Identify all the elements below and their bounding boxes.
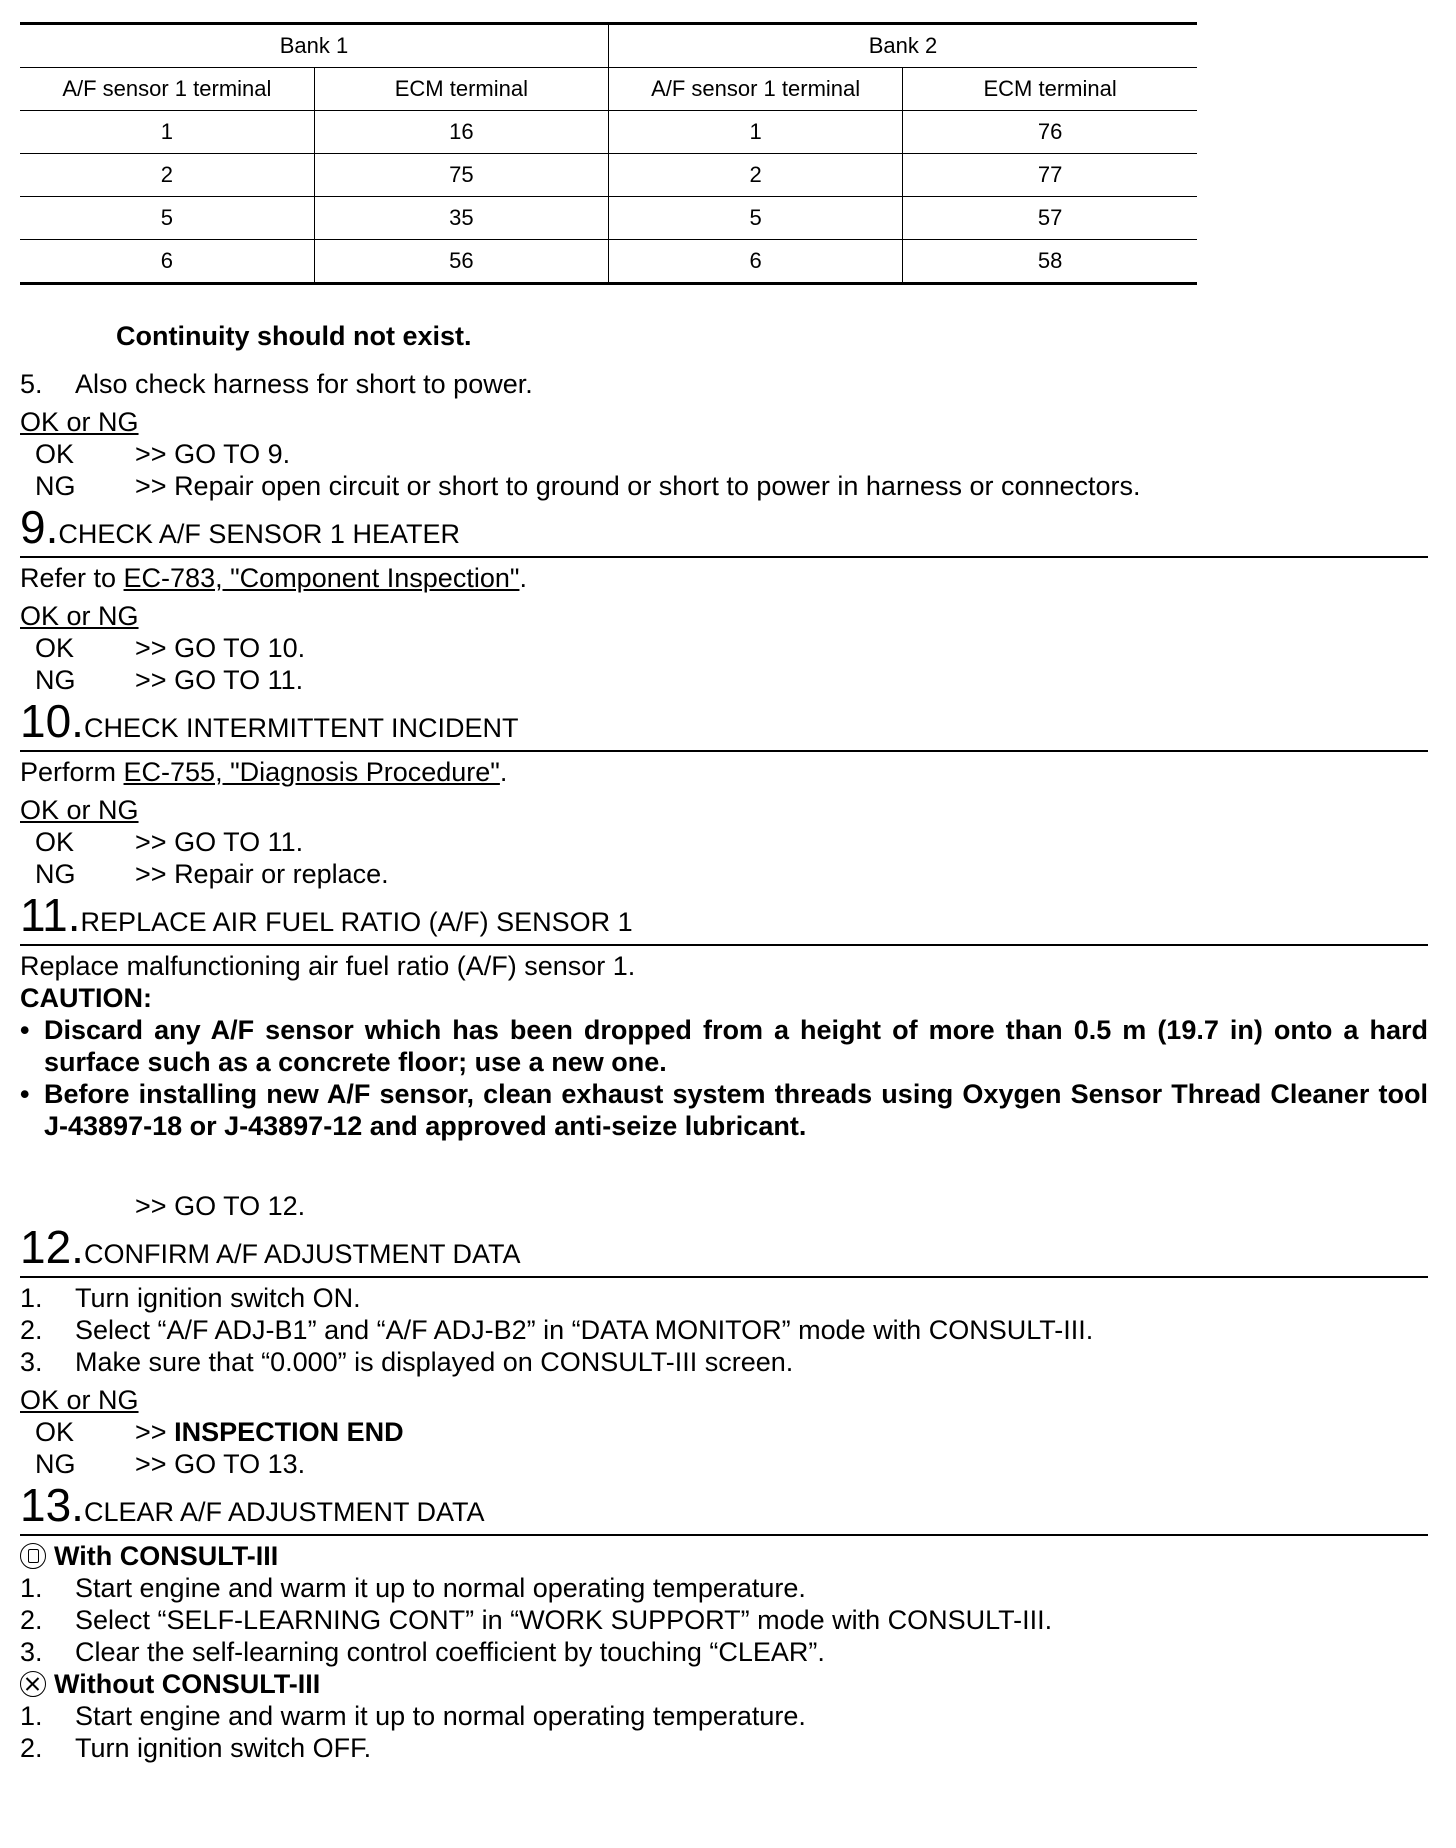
result-ok bbox=[35, 632, 1428, 664]
continuity-note: Continuity should not exist. bbox=[116, 321, 472, 351]
list-item bbox=[20, 1572, 1428, 1604]
table-row bbox=[20, 240, 1197, 284]
result-ok bbox=[35, 1416, 1428, 1448]
terminal-table bbox=[20, 22, 1197, 285]
list-item bbox=[20, 1636, 1428, 1668]
ok-or-ng-label: OK or NG bbox=[20, 795, 139, 825]
step-title: CHECK A/F SENSOR 1 HEATER bbox=[58, 519, 460, 549]
table-row bbox=[20, 154, 1197, 197]
no-consult-icon bbox=[20, 1671, 46, 1697]
list-number: 2. bbox=[20, 1315, 43, 1345]
step-11-line: Replace malfunctioning air fuel ratio (A/F) sensor 1. bbox=[20, 951, 636, 981]
arrow: >> bbox=[135, 665, 167, 695]
table-cell: 57 bbox=[903, 197, 1197, 240]
ok-label: OK bbox=[35, 439, 75, 469]
list-item bbox=[20, 1732, 1428, 1764]
step-13-heading bbox=[20, 1479, 1428, 1536]
step-number: 9. bbox=[20, 501, 59, 553]
result-text: GO TO 11. bbox=[174, 827, 304, 857]
step-10-body bbox=[20, 756, 1428, 788]
result-ng bbox=[35, 1448, 1428, 1480]
result-text: Repair open circuit or short to ground or short to power in harness or connectors. bbox=[174, 471, 1141, 501]
ec-783-link[interactable]: EC-783, "Component Inspection" bbox=[123, 563, 520, 593]
list-number: 1. bbox=[20, 1283, 43, 1313]
list-number: 2. bbox=[20, 1605, 43, 1635]
list-text: Start engine and warm it up to normal operating temperature. bbox=[75, 1701, 806, 1731]
table-cell: 75 bbox=[314, 154, 608, 197]
arrow: >> bbox=[135, 1449, 167, 1479]
col-sensor-b2: A/F sensor 1 terminal bbox=[609, 68, 903, 111]
list-text: Start engine and warm it up to normal operating temperature. bbox=[75, 1573, 806, 1603]
arrow: >> bbox=[135, 1191, 167, 1221]
bank2-header: Bank 2 bbox=[609, 24, 1198, 68]
table-cell: 6 bbox=[20, 240, 314, 284]
list-item bbox=[20, 368, 1428, 400]
step-title: REPLACE AIR FUEL RATIO (A/F) SENSOR 1 bbox=[80, 907, 633, 937]
list-text: Clear the self-learning control coefficient by touching “CLEAR”. bbox=[75, 1637, 825, 1667]
list-number: 1. bbox=[20, 1573, 43, 1603]
caution-bullet: • Discard any A/F sensor which has been dropped from a height of more than 0.5 m (19.7 in) onto a hard surface such as a concrete floor; use a new one. bbox=[20, 1015, 1428, 1077]
step-9-body bbox=[20, 562, 1428, 594]
result-text: GO TO 9. bbox=[174, 439, 291, 469]
step-number: 11. bbox=[20, 889, 81, 941]
result-ng bbox=[35, 664, 1428, 696]
col-ecm-b2: ECM terminal bbox=[903, 68, 1197, 111]
table-cell: 1 bbox=[20, 111, 314, 154]
step-number: 13. bbox=[20, 1479, 84, 1531]
ok-label: OK bbox=[35, 1417, 75, 1447]
step-number: 12. bbox=[20, 1221, 84, 1273]
table-cell: 58 bbox=[903, 240, 1197, 284]
table-cell: 1 bbox=[609, 111, 903, 154]
step-10-heading bbox=[20, 695, 1428, 752]
ng-label: NG bbox=[35, 665, 76, 695]
list-text: Turn ignition switch ON. bbox=[75, 1283, 361, 1313]
arrow: >> bbox=[135, 439, 167, 469]
step-11-heading bbox=[20, 889, 1428, 946]
table-cell: 5 bbox=[609, 197, 903, 240]
caution-label: CAUTION: bbox=[20, 983, 152, 1013]
list-number: 5. bbox=[20, 369, 43, 399]
list-item bbox=[20, 1700, 1428, 1732]
bank1-header: Bank 1 bbox=[20, 24, 609, 68]
list-text: Make sure that “0.000” is displayed on CONSULT-III screen. bbox=[75, 1347, 794, 1377]
list-number: 3. bbox=[20, 1347, 43, 1377]
step-9-heading bbox=[20, 501, 1428, 558]
ok-label: OK bbox=[35, 633, 75, 663]
ec-755-link[interactable]: EC-755, "Diagnosis Procedure" bbox=[123, 757, 500, 787]
step-title: CHECK INTERMITTENT INCIDENT bbox=[83, 713, 519, 743]
table-row bbox=[20, 111, 1197, 154]
ok-label: OK bbox=[35, 827, 75, 857]
result-ng bbox=[35, 858, 1428, 890]
step-12-heading bbox=[20, 1221, 1428, 1278]
list-text: Select “A/F ADJ-B1” and “A/F ADJ-B2” in “DATA MONITOR” mode with CONSULT-III. bbox=[75, 1315, 1094, 1345]
text: Refer to bbox=[20, 563, 124, 593]
consult-icon bbox=[20, 1543, 46, 1569]
list-item bbox=[20, 1314, 1428, 1346]
table-cell: 5 bbox=[20, 197, 314, 240]
col-ecm-b1: ECM terminal bbox=[314, 68, 608, 111]
step-title: CLEAR A/F ADJUSTMENT DATA bbox=[83, 1497, 485, 1527]
manual-page bbox=[20, 22, 1428, 1764]
result-text: GO TO 11. bbox=[174, 665, 304, 695]
result-ok bbox=[35, 826, 1428, 858]
result-text: Repair or replace. bbox=[174, 859, 389, 889]
ng-label: NG bbox=[35, 1449, 76, 1479]
ok-or-ng-label: OK or NG bbox=[20, 1385, 139, 1415]
result-text: GO TO 10. bbox=[174, 633, 306, 663]
table-cell: 6 bbox=[609, 240, 903, 284]
result-text: INSPECTION END bbox=[174, 1417, 404, 1447]
result-ok bbox=[35, 438, 1428, 470]
arrow: >> bbox=[135, 471, 167, 501]
heading-text: Without CONSULT-III bbox=[54, 1669, 321, 1699]
text: . bbox=[499, 757, 508, 787]
without-consult-heading bbox=[20, 1668, 1428, 1700]
step-title: CONFIRM A/F ADJUSTMENT DATA bbox=[83, 1239, 521, 1269]
bullet-text: Discard any A/F sensor which has been dropped from a height of more than 0.5 m (19.7 in) onto a hard surface such as a concrete floor; use a new one. bbox=[44, 1015, 1428, 1077]
table-cell: 16 bbox=[314, 111, 608, 154]
result-go bbox=[35, 1190, 1428, 1222]
list-text: Select “SELF-LEARNING CONT” in “WORK SUPPORT” mode with CONSULT-III. bbox=[75, 1605, 1053, 1635]
arrow: >> bbox=[135, 1417, 167, 1447]
bullet-text: Before installing new A/F sensor, clean exhaust system threads using Oxygen Sensor Thread Cleaner tool J-43897-18 or J-43897-12 and approved anti-seize lubricant. bbox=[44, 1079, 1428, 1141]
list-item bbox=[20, 1604, 1428, 1636]
table-cell: 35 bbox=[314, 197, 608, 240]
result-ng bbox=[35, 470, 1428, 502]
text: Perform bbox=[20, 757, 124, 787]
list-item bbox=[20, 1282, 1428, 1314]
text: . bbox=[519, 563, 527, 593]
col-sensor-b1: A/F sensor 1 terminal bbox=[20, 68, 314, 111]
heading-text: With CONSULT-III bbox=[54, 1541, 279, 1571]
result-text: GO TO 12. bbox=[174, 1191, 306, 1221]
table-row bbox=[20, 197, 1197, 240]
list-number: 3. bbox=[20, 1637, 43, 1667]
ng-label: NG bbox=[35, 471, 76, 501]
list-number: 2. bbox=[20, 1733, 43, 1763]
ok-or-ng-label: OK or NG bbox=[20, 407, 139, 437]
list-text: Turn ignition switch OFF. bbox=[75, 1733, 372, 1763]
table-cell: 2 bbox=[20, 154, 314, 197]
with-consult-heading bbox=[20, 1540, 1428, 1572]
list-number: 1. bbox=[20, 1701, 43, 1731]
table-cell: 2 bbox=[609, 154, 903, 197]
table-cell: 56 bbox=[314, 240, 608, 284]
arrow: >> bbox=[135, 859, 167, 889]
table-cell: 76 bbox=[903, 111, 1197, 154]
caution-bullet: • Before installing new A/F sensor, clean exhaust system threads using Oxygen Sensor Thread Cleaner tool J-43897-18 or J-43897-12 and approved anti-seize lubricant. bbox=[20, 1079, 1428, 1141]
list-text: Also check harness for short to power. bbox=[75, 369, 533, 399]
ok-or-ng-label: OK or NG bbox=[20, 601, 139, 631]
table-cell: 77 bbox=[903, 154, 1197, 197]
arrow: >> bbox=[135, 827, 167, 857]
list-item bbox=[20, 1346, 1428, 1378]
result-text: GO TO 13. bbox=[174, 1449, 306, 1479]
ng-label: NG bbox=[35, 859, 76, 889]
arrow: >> bbox=[135, 633, 167, 663]
step-number: 10. bbox=[20, 695, 84, 747]
